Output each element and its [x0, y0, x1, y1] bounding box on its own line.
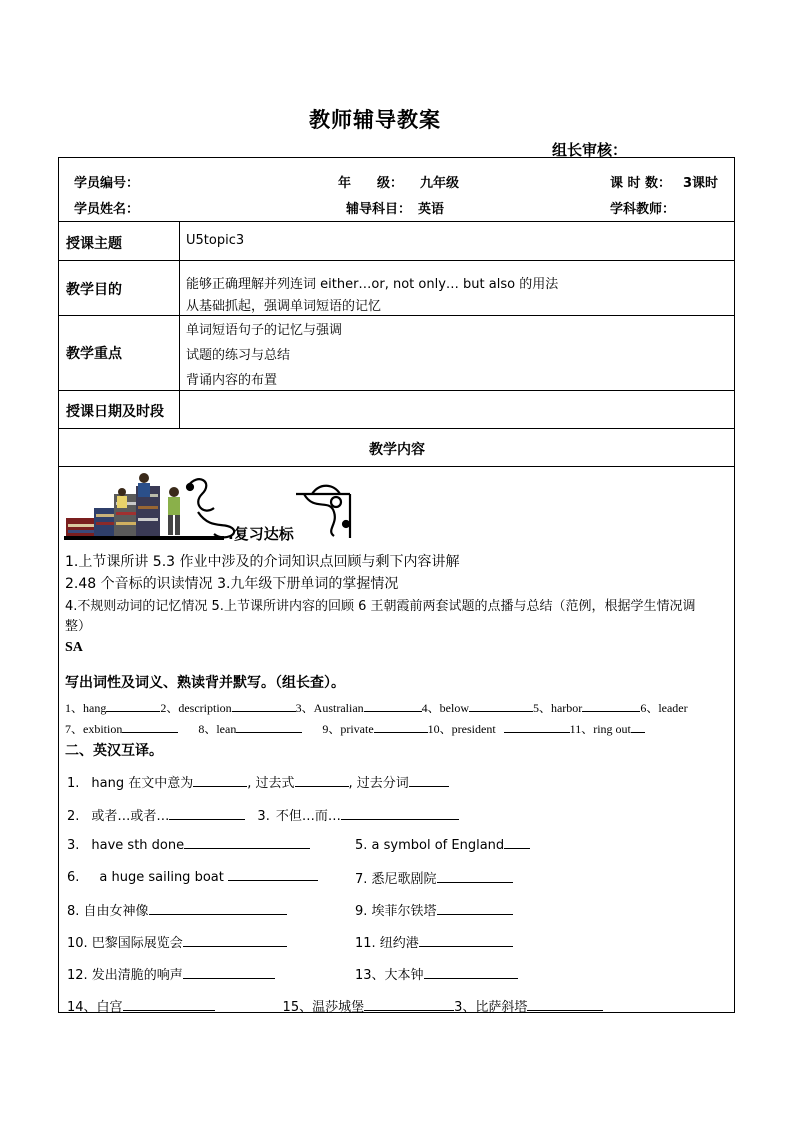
table-divider: [58, 315, 735, 316]
hours-value: 3课时: [683, 176, 719, 191]
sa-label: SA: [65, 640, 83, 655]
hours-label: 课 时 数：: [610, 176, 672, 191]
review-line: 2.48 个音标的识读情况 3.九年级下册单词的掌握情况: [65, 576, 399, 592]
grade-label: 年 级：: [338, 176, 404, 191]
table-divider: [58, 221, 735, 222]
translate-title: 二、英汉互译。: [65, 743, 163, 759]
translate-q5b: 9. 埃菲尔铁塔: [355, 900, 513, 919]
translate-q8: 14、白宫 15、温莎城堡 3、比萨斜塔: [67, 996, 603, 1015]
table-divider: [58, 428, 735, 429]
review-line: 1.上节课所讲 5.3 作业中涉及的介词知识点回顾与剩下内容讲解: [65, 554, 460, 570]
translate-q6a: 10. 巴黎国际展览会: [67, 932, 287, 951]
translate-q5a: 8. 自由女神像: [67, 900, 287, 919]
study-illustration: [64, 472, 364, 544]
translate-q3a: 3. have sth done: [67, 836, 310, 853]
focus-line: 试题的练习与总结: [186, 348, 291, 363]
topic-label: 授课主题: [66, 236, 122, 252]
translate-q6b: 11. 纽约港: [355, 932, 513, 951]
review-line: 4.不规则动词的记忆情况 5.上节课所讲内容的回顾 6 王朝霞前两套试题的点播与总结（范例，根据学生情况调: [65, 599, 696, 614]
translate-q4a: 6. a huge sailing boat: [67, 868, 318, 885]
corner-ornament-icon: [296, 486, 350, 538]
divider-bar: [64, 536, 224, 540]
grade-value: 九年级: [420, 176, 460, 191]
goal-line: 能够正确理解并列连词 either…or, not only… but also 的用法: [186, 277, 559, 292]
date-label: 授课日期及时段: [66, 404, 164, 420]
subject-value: 英语: [418, 202, 445, 217]
translate-q4b: 7. 悉尼歌剧院: [355, 868, 513, 887]
focus-line: 单词短语句子的记忆与强调: [186, 323, 343, 338]
translate-q3b: 5. a symbol of England: [355, 836, 530, 853]
vocab-line-2: 7、exbition 8、lean 9、private 10、president 11、ring out: [65, 720, 645, 737]
focus-label: 教学重点: [66, 346, 122, 362]
page-title: 教师辅导教案: [309, 108, 441, 132]
review-line: 整）: [65, 619, 92, 634]
goal-line: 从基础抓起，强调单词短语的记忆: [186, 299, 382, 314]
translate-q7a: 12. 发出清脆的响声: [67, 964, 275, 983]
focus-line: 背诵内容的布置: [186, 373, 278, 388]
vocab-line-1: 1、hang 2、description 3、Australian 4、below 5、harbor 6、leader: [65, 701, 688, 715]
table-divider: [58, 260, 735, 261]
student-id-label: 学员编号：: [74, 176, 140, 191]
student-name-label: 学员姓名：: [74, 202, 140, 217]
translate-q2: 2. 或者…或者… 3. 不但…而…: [67, 805, 459, 824]
reviewer-label: 组长审核：: [552, 141, 628, 159]
review-section-title: .复习达标: [228, 525, 294, 543]
table-column-divider: [179, 221, 180, 428]
translate-q7b: 13、大本钟: [355, 964, 518, 983]
translate-q1: 1. hang 在文中意为 , 过去式 , 过去分词: [67, 772, 449, 791]
table-divider: [58, 390, 735, 391]
goal-label: 教学目的: [66, 282, 122, 298]
table-divider: [58, 466, 735, 467]
teacher-label: 学科教师：: [610, 202, 676, 217]
content-header: 教学内容: [369, 442, 425, 458]
subject-label: 辅导科目：: [346, 202, 412, 217]
instruction: 写出词性及词义、熟读背并默写。（组长查）。: [65, 675, 345, 691]
topic-value: U5topic3: [186, 233, 245, 248]
